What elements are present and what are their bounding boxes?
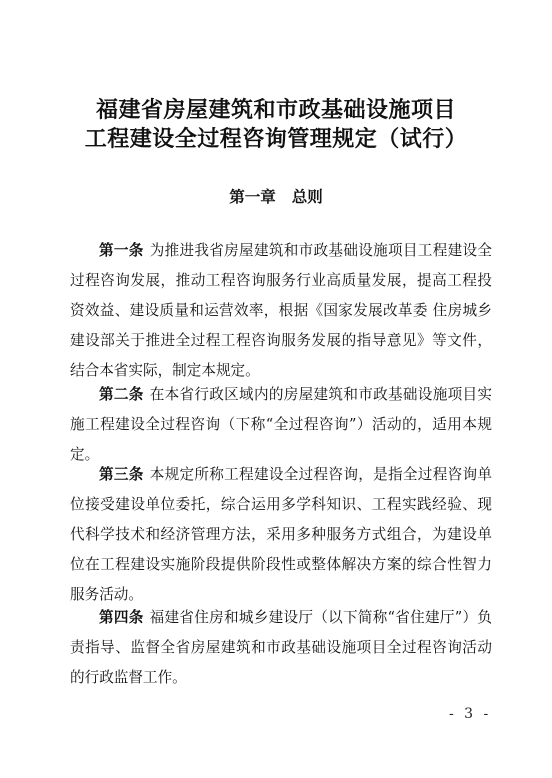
article-text: 为推进我省房屋建筑和市政基础设施项目工程建设全过程咨询发展，推动工程咨询服务行业高质量发展，提高工程投资效益、建设质量和运营效率，根据《国家发展改革委 住房城乡建设部关于推进全过程工程咨询服务发展的指导意见》等文件，结合本省实际，制定本规定。: [70, 242, 492, 379]
article-label: 第二条: [99, 386, 144, 403]
article-4: [70, 603, 492, 693]
chapter-heading: [0, 186, 552, 208]
article-text: 本规定所称工程建设全过程咨询，是指全过程咨询单位接受建设单位委托，综合运用多学科知识、工程实践经验、现代科学技术和经济管理方法，采用多种服务方式组合，为建设单位在工程建设实施阶段提供阶段性或整体解决方案的综合性智力服务活动。: [70, 466, 492, 603]
chapter-label: 第一章: [229, 188, 276, 206]
article-2: [70, 380, 492, 470]
article-label: 第一条: [99, 242, 144, 259]
document-title-line-1: 福建省房屋建筑和市政基础设施项目: [95, 97, 456, 123]
article-label: 第三条: [99, 466, 144, 483]
article-1: [70, 236, 492, 386]
article-text: 福建省住房和城乡建设厅（以下简称“省住建厅”）负责指导、监督全省房屋建筑和市政基础设施项目全过程咨询活动的行政监督工作。: [70, 609, 492, 686]
article-text: 在本省行政区域内的房屋建筑和市政基础设施项目实施工程建设全过程咨询（下称“全过程咨询”）活动的，适用本规定。: [70, 386, 492, 463]
page-number: - 3 -: [449, 706, 492, 722]
article-label: 第四条: [99, 609, 144, 626]
article-3: [70, 460, 492, 610]
chapter-title: 总则: [291, 188, 323, 206]
document-title-line-2: 工程建设全过程咨询管理规定（试行）: [84, 126, 468, 152]
